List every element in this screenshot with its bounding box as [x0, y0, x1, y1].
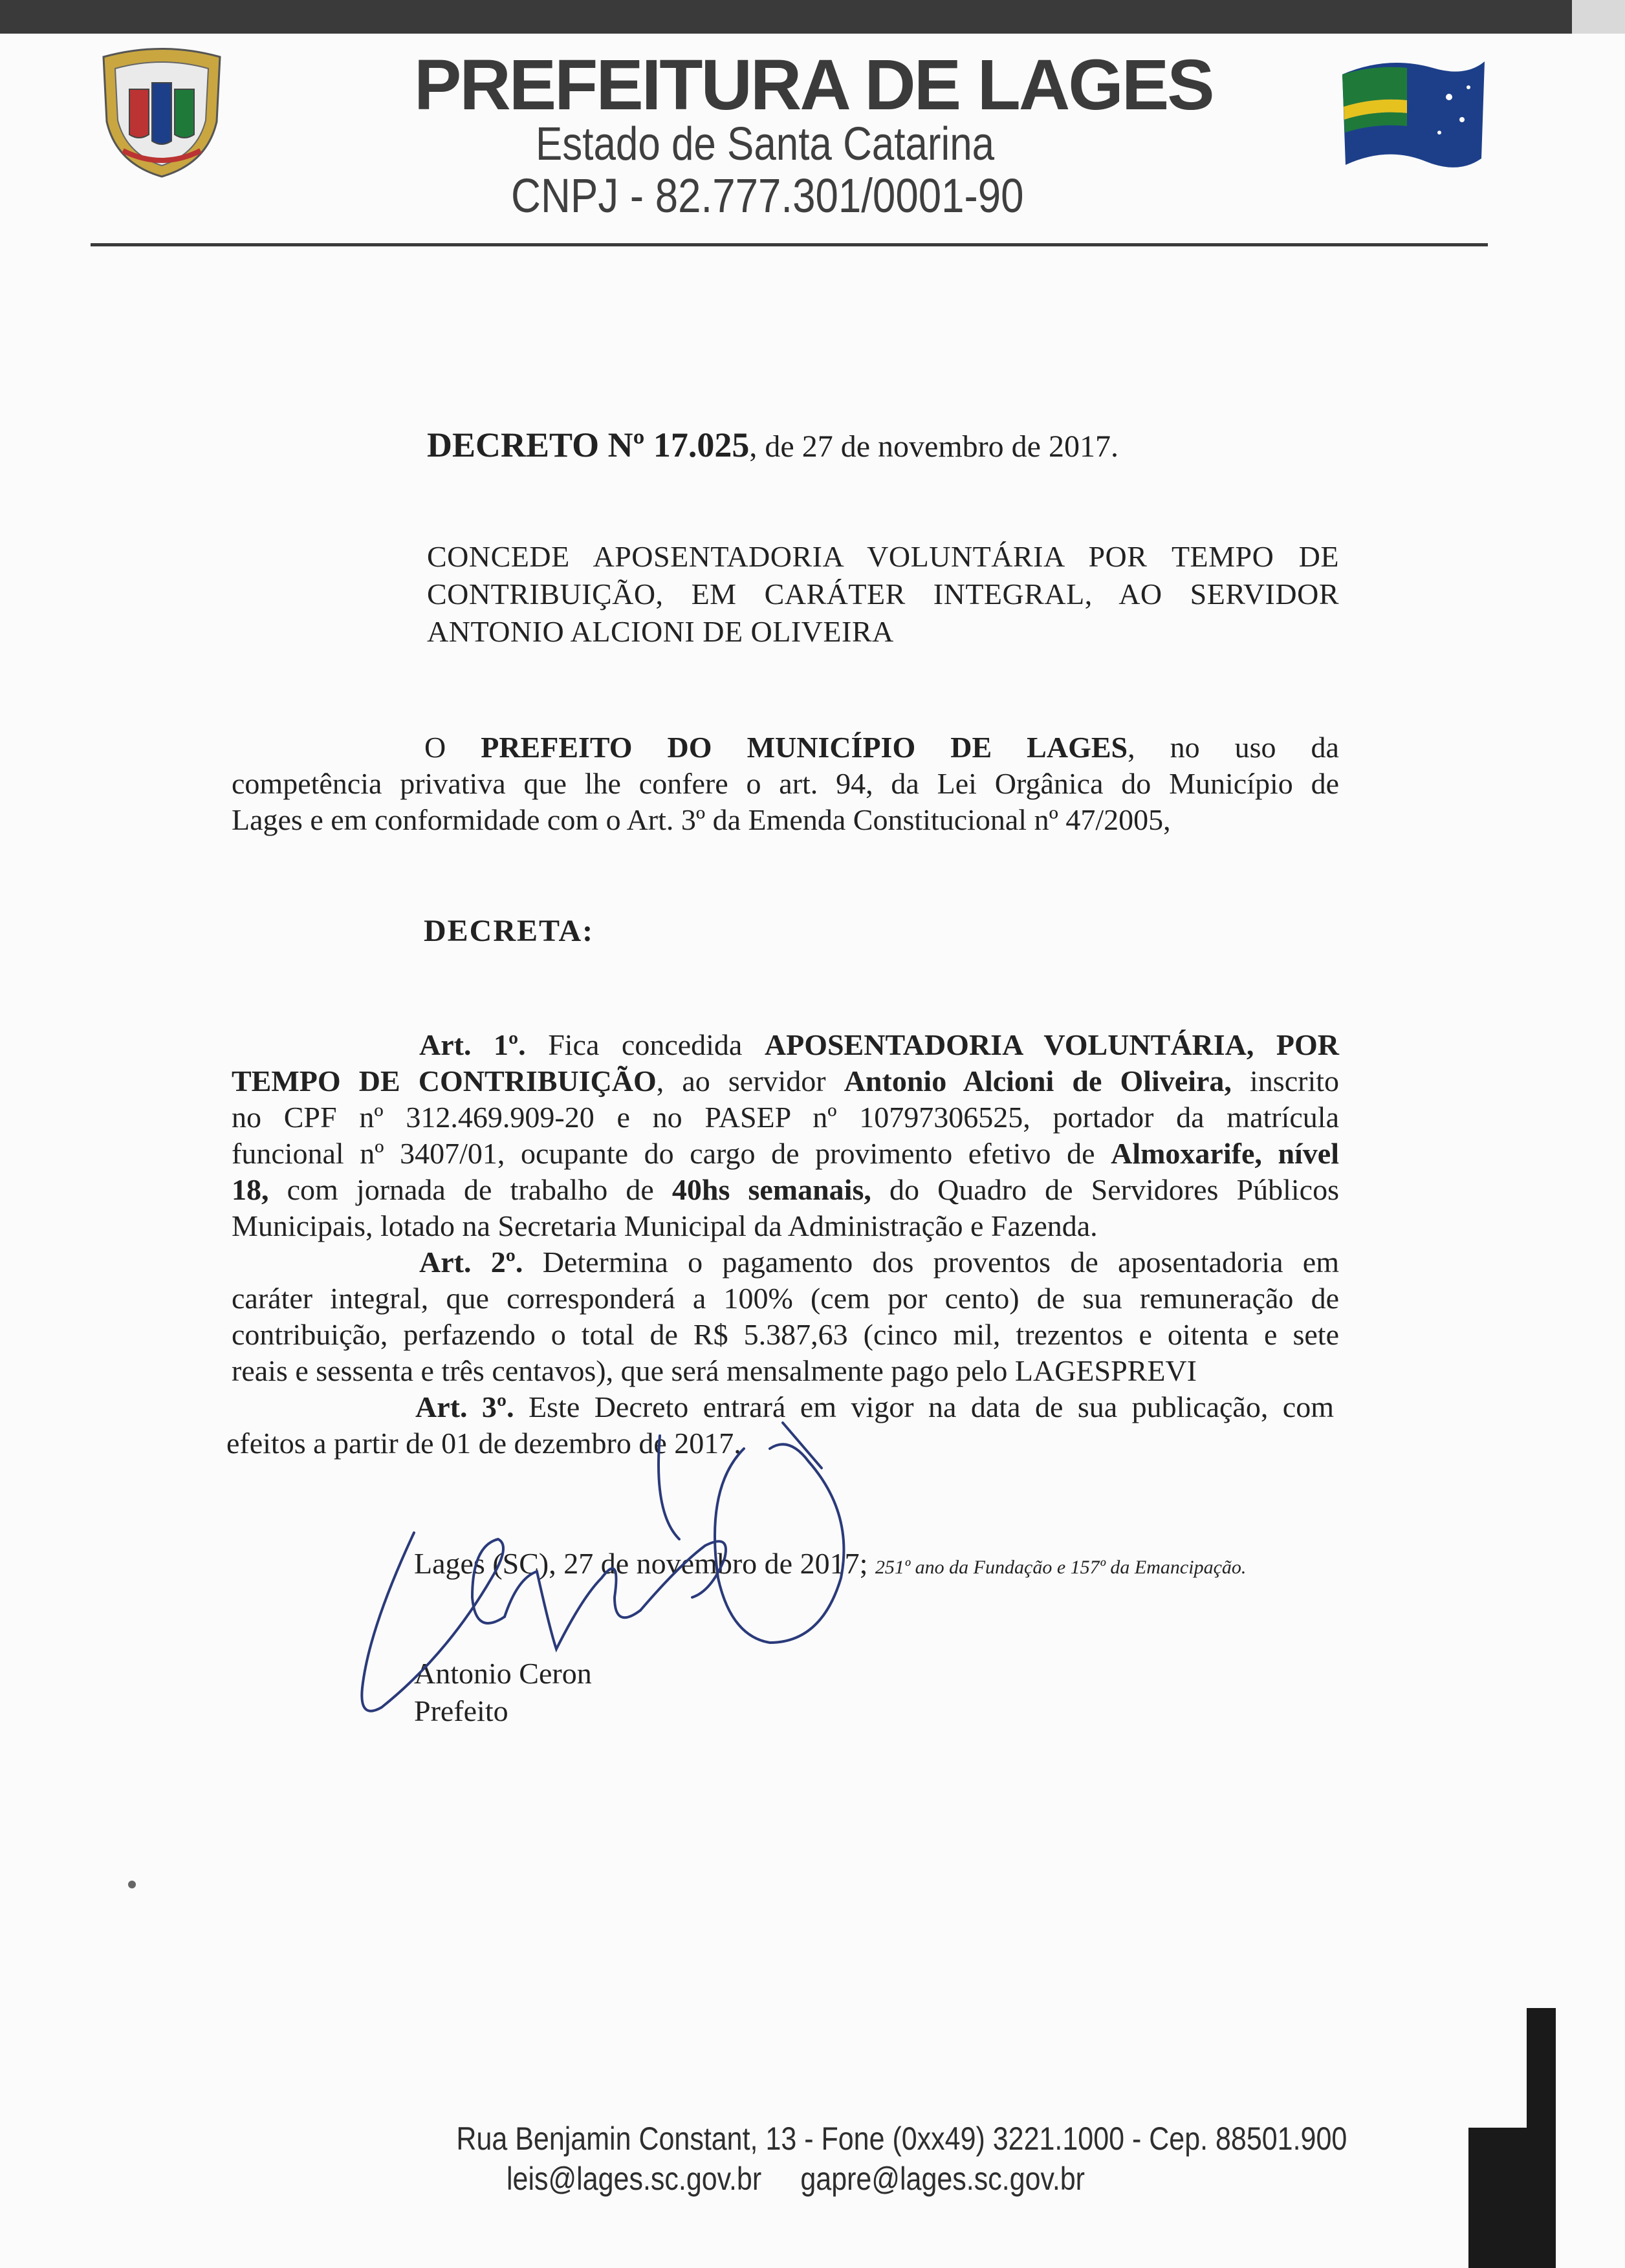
article-2 [232, 1244, 1339, 1389]
scan-speck [128, 1881, 136, 1888]
signatory-role: Prefeito [414, 1694, 508, 1727]
article-1-line2: TEMPO DE CONTRIBUIÇÃO, ao servidor Antonio Alcioni de Oliveira, inscrito [232, 1064, 1340, 1097]
article-2-line4: reais e sessenta e três centavos), que será mensalmente pago pelo LAGESPREVI [232, 1354, 1197, 1387]
article-3-line1: Art. 3º. Este Decreto entrará em vigor na data de sua publicação, com [415, 1390, 1334, 1423]
article-2-line2: caráter integral, que corresponderá a 100% (cem por cento) de sua remuneração de [232, 1282, 1339, 1315]
state-flag-icon [1336, 49, 1491, 178]
decree-summary [427, 538, 1339, 651]
header-rule [91, 243, 1488, 246]
article-1-line5: 18, com jornada de trabalho de 40hs semanais, do Quadro de Servidores Públicos [232, 1173, 1339, 1206]
signatory-name: Antonio Ceron [414, 1657, 592, 1690]
preamble [232, 729, 1339, 838]
decree-summary-line1: CONCEDE APOSENTADORIA VOLUNTÁRIA POR TEMPO DE [427, 540, 1339, 573]
article-1-line6: Municipais, lotado na Secretaria Municipal da Administração e Fazenda. [232, 1209, 1098, 1242]
org-state: Estado de Santa Catarina [536, 118, 995, 170]
decree-number: DECRETO Nº 17.025 [427, 426, 750, 464]
scan-top-band [0, 0, 1625, 34]
article-1-line3: no CPF nº 312.469.909-20 e no PASEP nº 10797306525, portador da matrícula [232, 1101, 1339, 1134]
article-1 [232, 1027, 1339, 1244]
article-2-line3: contribuição, perfazendo o total de R$ 5.387,63 (cinco mil, trezentos e oitenta e sete [232, 1318, 1339, 1351]
article-1-line4: funcional nº 3407/01, ocupante do cargo de provimento efetivo de Almoxarife, nível [232, 1137, 1340, 1170]
municipal-crest-icon [91, 44, 233, 180]
handwritten-signature [343, 1384, 1067, 1746]
scan-top-band-edge [1572, 0, 1625, 34]
footer-emails [456, 2160, 1135, 2198]
article-3-line2: efeitos a partir de 01 de dezembro de 2017. [226, 1427, 741, 1460]
preamble-line2: competência privativa que lhe confere o art. 94, da Lei Orgânica do Município de [232, 767, 1339, 800]
closing-place-date: Lages (SC), 27 de novembro de 2017; 251º ano da Fundação e 157º da Emancipação. [414, 1547, 1247, 1580]
decree-summary-line3: ANTONIO ALCIONI DE OLIVEIRA [427, 615, 894, 648]
org-name: PREFEITURA DE LAGES [414, 45, 1213, 125]
article-1-line1: Art. 1º. Fica concedida APOSENTADORIA VOLUNTÁRIA, POR [419, 1028, 1339, 1061]
decree-date: , de 27 de novembro de 2017. [749, 429, 1118, 464]
decree-title [427, 427, 1118, 465]
preamble-line3: Lages e em conformidade com o Art. 3º da Emenda Constitucional nº 47/2005, [232, 803, 1171, 836]
footer-email-leis[interactable]: leis@lages.sc.gov.br [506, 2161, 762, 2197]
preamble-line1: O PREFEITO DO MUNICÍPIO DE LAGES, no uso da [424, 731, 1339, 764]
footer-address: Rua Benjamin Constant, 13 - Fone (0xx49) 3221.1000 - Cep. 88501.900 [456, 2121, 1347, 2157]
footer-email-gapre[interactable]: gapre@lages.sc.gov.br [800, 2161, 1085, 2197]
decree-summary-line2: CONTRIBUIÇÃO, EM CARÁTER INTEGRAL, AO SERVIDOR [427, 578, 1339, 610]
scan-edge-mark-lower [1468, 2128, 1533, 2268]
org-cnpj: CNPJ - 82.777.301/0001-90 [511, 169, 1024, 222]
decreta-heading: DECRETA: [424, 914, 594, 948]
article-2-line1: Art. 2º. Determina o pagamento dos proventos de aposentadoria em [419, 1246, 1339, 1279]
closing-founding-years: 251º ano da Fundação e 157º da Emancipação. [875, 1557, 1247, 1578]
